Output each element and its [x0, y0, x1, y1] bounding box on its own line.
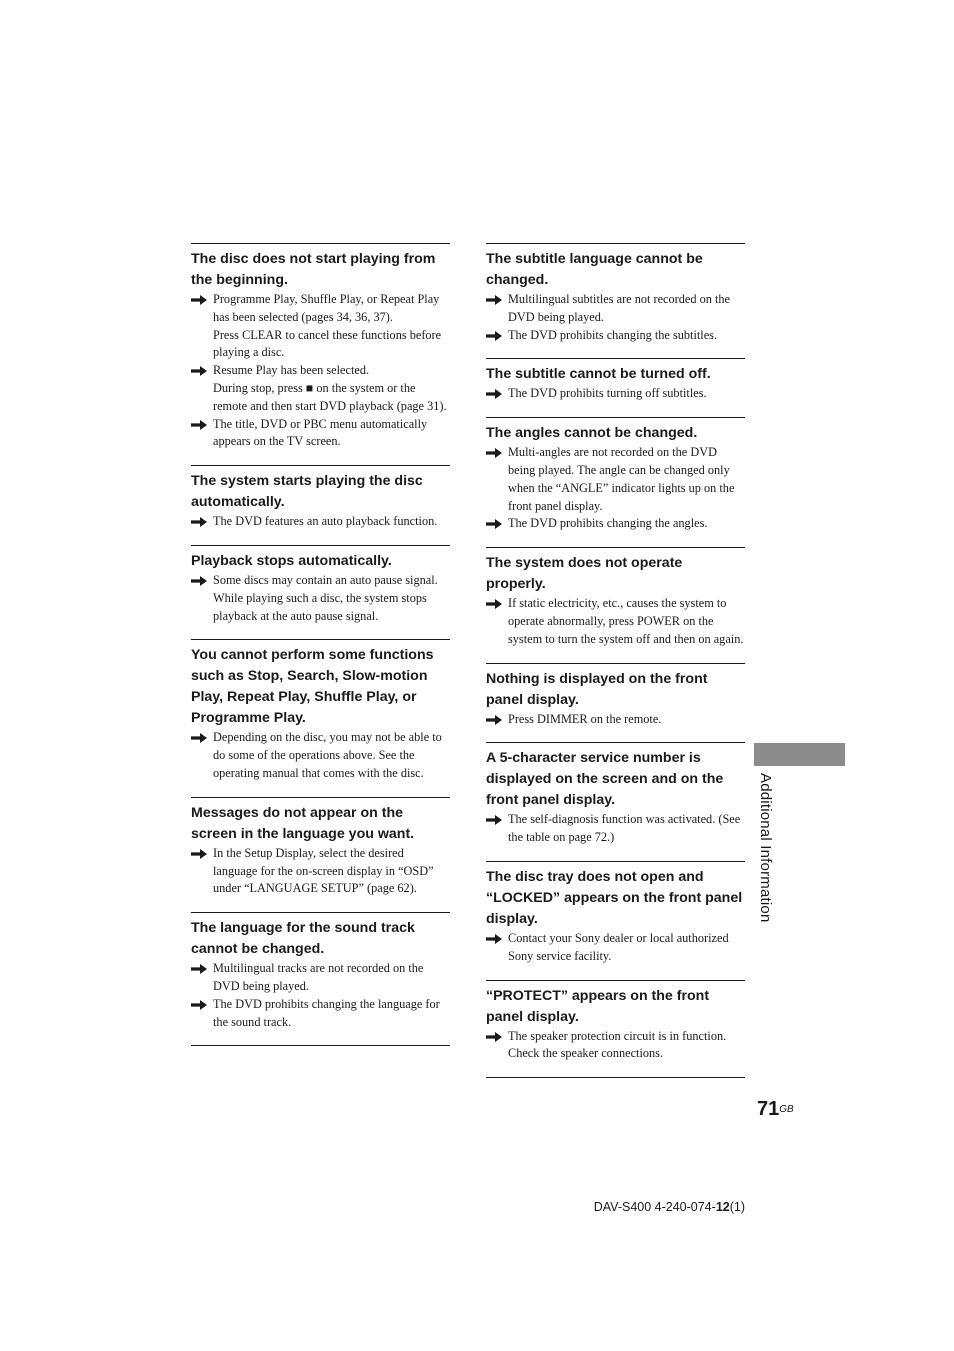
remedy-item	[191, 729, 450, 782]
troubleshooting-section	[486, 663, 745, 743]
section-heading: The system starts playing the disc automatically.	[191, 473, 423, 511]
section-heading: The language for the sound track cannot be changed.	[191, 920, 415, 958]
remedy-text: Multilingual tracks are not recorded on the DVD being played.	[213, 961, 424, 993]
arrow-icon	[191, 733, 207, 743]
remedy-item	[191, 416, 450, 452]
arrow-icon	[486, 295, 502, 305]
remedy-text: Programme Play, Shuffle Play, or Repeat Play has been selected (pages 34, 36, 37).	[213, 292, 440, 324]
remedy-item	[191, 996, 450, 1032]
troubleshooting-section	[191, 912, 450, 1046]
arrow-icon	[191, 517, 207, 527]
section-heading: The system does not operate properly.	[486, 555, 683, 593]
section-heading: The disc does not start playing from the beginning.	[191, 251, 436, 288]
arrow-icon	[486, 715, 502, 725]
remedy-item	[486, 515, 745, 533]
remedy-text: Contact your Sony dealer or local authorized Sony service facility.	[508, 930, 729, 963]
troubleshooting-section	[486, 742, 745, 861]
section-heading: The subtitle language cannot be changed.	[486, 251, 703, 288]
remedy-item	[191, 960, 450, 996]
remedy-item	[486, 385, 745, 403]
remedy-item	[486, 327, 745, 345]
remedy-text: In the Setup Display, select the desired language for the on-screen display in “OSD” under “LANGUAGE SETUP” (page 62).	[213, 845, 434, 896]
remedy-item	[486, 930, 745, 966]
arrow-icon	[191, 1000, 207, 1010]
arrow-icon	[191, 366, 207, 376]
troubleshooting-section	[486, 358, 745, 417]
remedy-item	[486, 595, 745, 648]
remedy-item	[486, 1028, 745, 1064]
remedy-text: The DVD prohibits changing the language for the sound track.	[213, 996, 440, 1029]
remedy-text: Resume Play has been selected.	[213, 363, 370, 378]
remedy-item	[486, 711, 745, 729]
remedy-text: The DVD features an auto playback function.	[213, 514, 438, 529]
arrow-icon	[191, 849, 207, 859]
remedy-item	[191, 362, 450, 415]
remedy-text: The speaker protection circuit is in function.	[508, 1028, 727, 1043]
troubleshooting-section	[486, 861, 745, 980]
remedy-item	[191, 291, 450, 362]
section-heading: Messages do not appear on the screen in the language you want.	[191, 804, 415, 842]
remedy-text: Check the speaker connections.	[508, 1046, 664, 1061]
arrow-icon	[486, 448, 502, 458]
remedy-item	[486, 811, 745, 847]
arrow-icon	[486, 389, 502, 399]
troubleshooting-section	[191, 465, 450, 545]
arrow-icon	[191, 295, 207, 305]
arrow-icon	[486, 815, 502, 825]
remedy-text: The title, DVD or PBC menu automatically appears on the TV screen.	[213, 416, 428, 449]
section-heading: Playback stops automatically.	[191, 552, 392, 569]
remedy-text: During stop, press ■ on the system or the remote and then start DVD playback (page 31).	[213, 380, 447, 413]
remedy-text: The self-diagnosis function was activated. (See the table on page 72.)	[508, 812, 741, 845]
troubleshooting-section	[486, 243, 745, 358]
arrow-icon	[191, 420, 207, 430]
arrow-icon	[486, 1032, 502, 1042]
remedy-item	[486, 444, 745, 515]
troubleshooting-section	[486, 547, 745, 662]
arrow-icon	[191, 964, 207, 974]
troubleshooting-section	[486, 980, 745, 1079]
troubleshooting-section	[191, 243, 450, 465]
footer-edition: (1)	[729, 1200, 745, 1214]
remedy-item	[191, 513, 450, 531]
remedy-text: Multi-angles are not recorded on the DVD being played. The angle can be changed only when the “ANGLE” indicator lights up on the front panel display.	[508, 445, 735, 513]
arrow-icon	[486, 934, 502, 944]
footer-revision: 12	[715, 1200, 730, 1214]
troubleshooting-section	[191, 639, 450, 796]
remedy-item	[486, 291, 745, 327]
footer-model: DAV-S400 4-240-074-	[593, 1200, 716, 1214]
remedy-text: Press DIMMER on the remote.	[508, 711, 662, 726]
troubleshooting-section	[191, 545, 450, 639]
page-number-suffix: GB	[779, 1104, 794, 1115]
arrow-icon	[486, 331, 502, 341]
remedy-text: If static electricity, etc., causes the system to operate abnormally, press POWER on the system to turn the system off and then on again.	[508, 596, 744, 646]
remedy-item	[191, 572, 450, 625]
remedy-text: The DVD prohibits changing the angles.	[508, 516, 708, 531]
section-heading: Nothing is displayed on the front panel display.	[486, 670, 708, 708]
left-column	[191, 243, 450, 1046]
remedy-text: Multilingual subtitles are not recorded on the DVD being played.	[508, 292, 730, 324]
remedy-text: Some discs may contain an auto pause signal. While playing such a disc, the system stops playback at the auto pause signal.	[213, 572, 438, 623]
page-number	[757, 1097, 794, 1121]
section-heading: The angles cannot be changed.	[486, 425, 698, 442]
remedy-text: The DVD prohibits changing the subtitles.	[508, 327, 718, 342]
section-tab	[754, 743, 845, 766]
remedy-text: Depending on the disc, you may not be able to do some of the operations above. See the operating manual that comes with the disc.	[213, 730, 442, 780]
arrow-icon	[486, 599, 502, 609]
troubleshooting-section	[191, 797, 450, 912]
arrow-icon	[191, 576, 207, 586]
remedy-text: The DVD prohibits turning off subtitles.	[508, 386, 707, 401]
remedy-text: Press CLEAR to cancel these functions before playing a disc.	[213, 327, 442, 360]
section-heading: You cannot perform some functions such as Stop, Search, Slow-motion Play, Repeat Play, Shuffle Play, or Programme Play.	[191, 647, 434, 727]
page-number-value: 71	[757, 1098, 780, 1120]
troubleshooting-section	[486, 417, 745, 547]
arrow-icon	[486, 519, 502, 529]
footer-model-code	[594, 1200, 745, 1214]
section-heading: “PROTECT” appears on the front panel display.	[486, 987, 710, 1025]
section-heading: A 5-character service number is displayed on the screen and on the front panel display.	[486, 750, 724, 809]
section-side-label: Additional Information	[757, 773, 774, 923]
section-heading: The subtitle cannot be turned off.	[486, 366, 711, 383]
right-column	[486, 243, 745, 1078]
remedy-item	[191, 845, 450, 898]
section-heading: The disc tray does not open and “LOCKED” appears on the front panel display.	[486, 868, 743, 927]
